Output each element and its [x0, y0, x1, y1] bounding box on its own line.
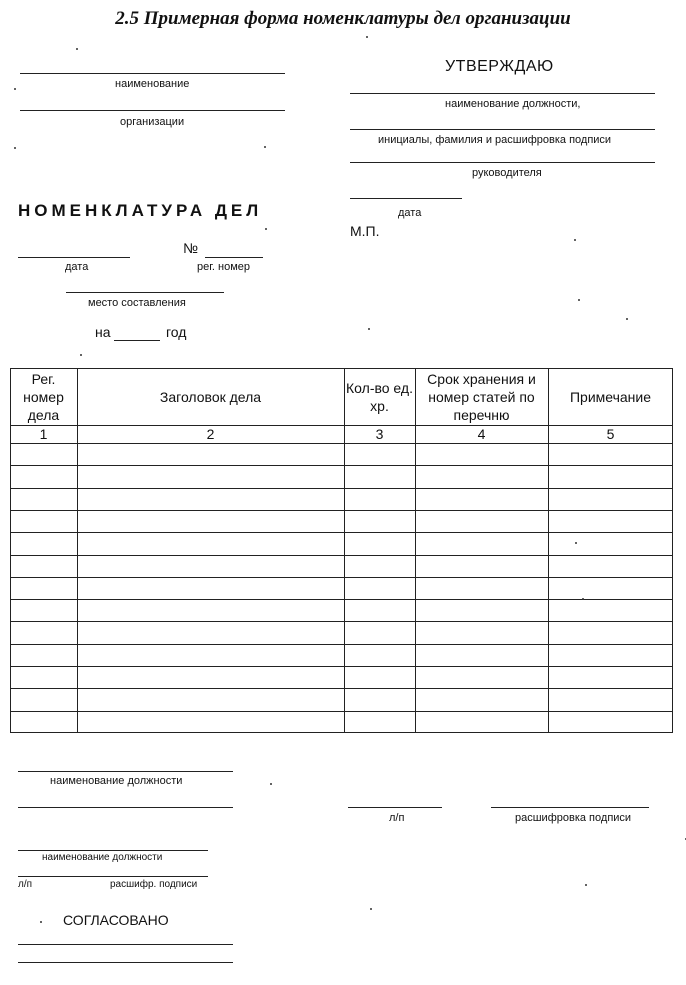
scan-speck: [370, 908, 372, 910]
footer-position-label-1: наименование должности: [50, 775, 183, 787]
footer-personal-signature-label-2: л/п: [18, 879, 33, 890]
org-label: организации: [120, 116, 185, 128]
footer-personal-signature-label: л/п: [389, 812, 405, 824]
column-number-4: 4: [477, 426, 486, 442]
scan-speck: [264, 146, 266, 148]
doc-number-line: [205, 257, 263, 258]
column-number-2: 2: [206, 426, 215, 442]
nomenclature-table: [10, 368, 673, 733]
scan-speck: [575, 542, 577, 544]
footer-position-line: [18, 807, 233, 808]
column-number-1: 1: [39, 426, 48, 442]
doc-date-label: дата: [65, 261, 89, 273]
year-line: [114, 340, 160, 341]
doc-heading: НОМЕНКЛАТУРА ДЕЛ: [18, 201, 263, 220]
approval-heading: УТВЕРЖДАЮ: [445, 58, 554, 75]
agreed-line-1: [18, 944, 233, 945]
year-suffix: год: [166, 324, 187, 340]
scan-speck: [578, 299, 580, 301]
seal-label: М.П.: [350, 223, 380, 239]
scan-speck: [574, 239, 576, 241]
header-retention: Срок хранения и номер статей по перечню: [427, 370, 536, 423]
approval-position-label: наименование должности,: [445, 98, 581, 110]
scan-speck: [366, 36, 368, 38]
page-title: 2.5 Примерная форма номенклатуры дел организации: [115, 8, 571, 29]
header-reg-number: Рег. номер дела: [23, 370, 64, 423]
place-line: [66, 292, 224, 293]
approval-line-1: [350, 93, 655, 94]
header-title: Заголовок дела: [159, 388, 262, 405]
scan-speck: [14, 147, 16, 149]
footer-decoding-line: [491, 807, 649, 808]
year-prefix: на: [95, 324, 111, 340]
agreed-line-2: [18, 962, 233, 963]
scan-speck: [582, 598, 584, 600]
footer-signature-line-2: [18, 876, 208, 877]
scan-speck: [76, 48, 78, 50]
org-name-label: наименование: [115, 78, 190, 90]
reg-number-label: рег. номер: [197, 261, 251, 273]
scan-speck: [14, 88, 16, 90]
scan-speck: [585, 884, 587, 886]
agreed-label: СОГЛАСОВАНО: [63, 912, 169, 928]
footer-position-label-2: наименование должности: [42, 852, 163, 863]
approval-head-label: руководителя: [472, 167, 542, 179]
approval-line-2: [350, 129, 655, 130]
scan-speck: [40, 921, 42, 923]
org-name-line: [20, 73, 285, 74]
footer-line-top: [18, 771, 233, 772]
approval-date-label: дата: [398, 207, 422, 219]
scan-speck: [270, 783, 272, 785]
place-label: место составления: [88, 297, 186, 309]
scan-speck: [368, 328, 370, 330]
footer-decoding-label: расшифровка подписи: [515, 812, 632, 824]
number-sign: №: [183, 240, 199, 256]
column-number-3: 3: [375, 426, 384, 442]
footer-position-line-2: [18, 850, 208, 851]
approval-signature-label: инициалы, фамилия и расшифровка подписи: [378, 134, 612, 146]
header-note: Примечание: [569, 388, 652, 405]
footer-decoding-short-label: расшифр. подписи: [110, 879, 198, 890]
approval-line-3: [350, 162, 655, 163]
scan-speck: [265, 228, 267, 230]
footer-signature-line: [348, 807, 442, 808]
scan-speck: [626, 318, 628, 320]
org-line: [20, 110, 285, 111]
scan-speck: [80, 354, 82, 356]
column-number-5: 5: [606, 426, 615, 442]
doc-date-line: [18, 257, 130, 258]
approval-date-line: [350, 198, 462, 199]
header-quantity: Кол-во ед. хр.: [346, 379, 413, 414]
